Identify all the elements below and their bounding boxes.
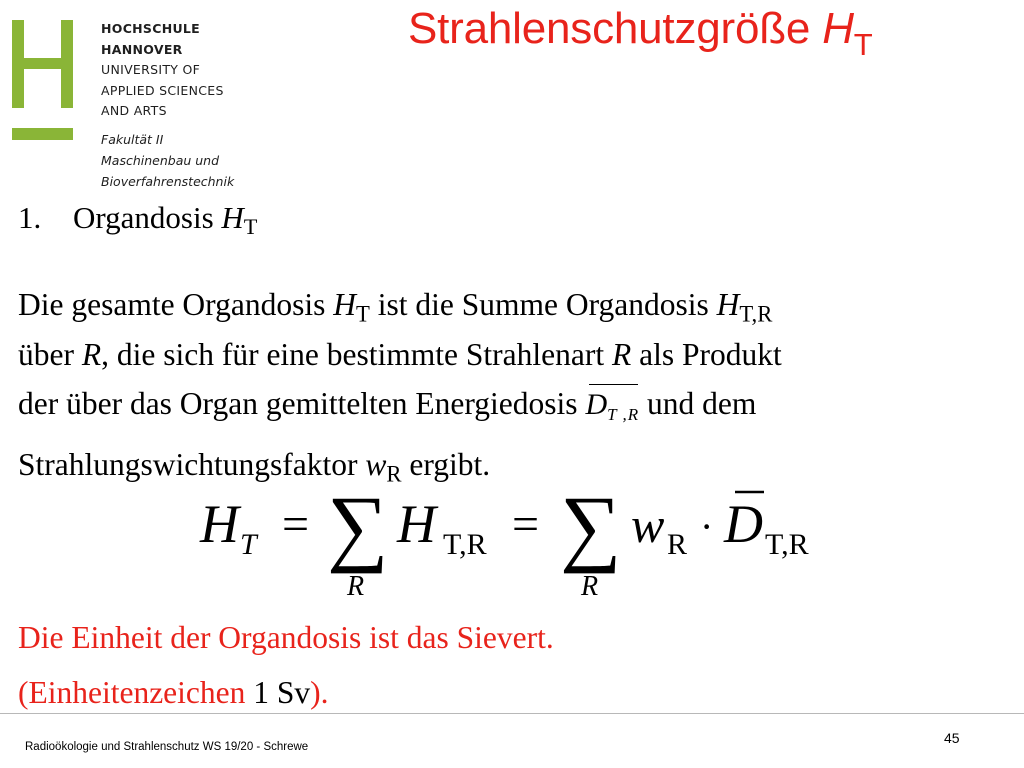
para-text-9: ergibt. <box>401 446 491 482</box>
formula-term2-d: D <box>724 494 763 554</box>
organ-dose-formula <box>190 480 830 605</box>
formula-lhs-h: H <box>200 494 239 554</box>
heading-text: Organdosis <box>73 200 222 235</box>
footer-course-label: Radioökologie und Strahlenschutz WS 19/20 - Schrewe <box>25 741 309 753</box>
para-text-4: , die sich für eine bestimmte Strahlenart <box>101 336 612 372</box>
page-number: 45 <box>944 730 960 746</box>
logo-line-5: AND ARTS <box>101 103 167 118</box>
university-logo-icon <box>12 20 78 144</box>
formula-term2-w: w <box>631 497 665 553</box>
para-symbol-ht: H <box>333 287 356 322</box>
heading-number: 1. <box>18 200 42 235</box>
formula-equals-2: = <box>512 498 540 551</box>
para-symbol-w: w <box>365 446 387 482</box>
para-symbol-htr: H <box>716 287 740 322</box>
footer-divider <box>0 713 1024 714</box>
unit-symbol-sv: 1 Sv <box>253 675 311 710</box>
definition-paragraph <box>18 280 1018 489</box>
faculty-line-3: Bioverfahrenstechnik <box>101 174 235 189</box>
heading-symbol: H <box>221 200 244 235</box>
unit-text-a: (Einheitenzeichen <box>18 675 254 710</box>
faculty-line-2: Maschinenbau und <box>101 153 220 168</box>
para-text-7: und dem <box>639 386 757 421</box>
formula-term2-w-sub: R <box>667 528 688 561</box>
formula-term2-d-sub: T,R <box>765 528 809 561</box>
formula-term1-sub: T,R <box>443 528 487 561</box>
title-subscript: T <box>853 27 873 62</box>
heading-subscript: T <box>243 214 258 240</box>
mean-dose-subscript: T ,R <box>607 405 640 424</box>
title-text: Strahlenschutzgröße <box>408 4 823 53</box>
formula-sum-1: ∑ <box>327 480 389 574</box>
formula-sum-index-2: R <box>581 571 599 602</box>
faculty-name <box>101 129 234 192</box>
unit-note <box>18 610 554 720</box>
mean-dose-letter: D <box>585 388 608 421</box>
formula-sum-2: ∑ <box>560 480 622 574</box>
logo-line-2: HANNOVER <box>101 41 183 57</box>
mean-dose-symbol <box>585 380 639 440</box>
para-text-5: als Produkt <box>631 336 782 372</box>
unit-text-c: ). <box>310 675 329 710</box>
slide-title <box>408 4 873 62</box>
para-text-6: der über das Organ gemittelten Energiedosis <box>18 386 586 421</box>
paragraph-line-2 <box>18 330 1018 380</box>
formula-dot: · <box>700 504 714 549</box>
para-sub-r: R <box>386 460 402 486</box>
formula-equals-1: = <box>282 498 310 551</box>
paragraph-line-1 <box>18 280 1018 330</box>
logo-line-4: APPLIED SCIENCES <box>101 82 224 98</box>
para-sub-t: T <box>355 301 370 327</box>
para-symbol-r1: R <box>81 336 102 372</box>
title-symbol: H <box>822 4 854 53</box>
faculty-line-1: Fakultät II <box>101 132 164 147</box>
para-symbol-r2: R <box>611 336 632 372</box>
para-text-1: Die gesamte Organdosis <box>18 287 334 322</box>
para-sub-tr: T,R <box>739 301 773 327</box>
section-heading <box>18 200 258 240</box>
para-text-2: ist die Summe Organdosis <box>369 287 717 322</box>
logo-line-3: UNIVERSITY OF <box>101 62 201 77</box>
paragraph-line-3 <box>18 379 1018 440</box>
unit-line-1: Die Einheit der Organdosis ist das Sievert. <box>18 620 554 655</box>
logo-line-1: HOCHSCHULE <box>101 21 201 36</box>
formula-lhs-sub: T <box>240 528 257 561</box>
formula-term1-h: H <box>397 494 436 554</box>
para-text-8: Strahlungswichtungsfaktor <box>18 446 366 482</box>
para-text-3: über <box>18 336 82 372</box>
unit-line-2 <box>18 665 554 720</box>
university-name <box>101 19 224 122</box>
formula-sum-index-1: R <box>347 571 365 602</box>
